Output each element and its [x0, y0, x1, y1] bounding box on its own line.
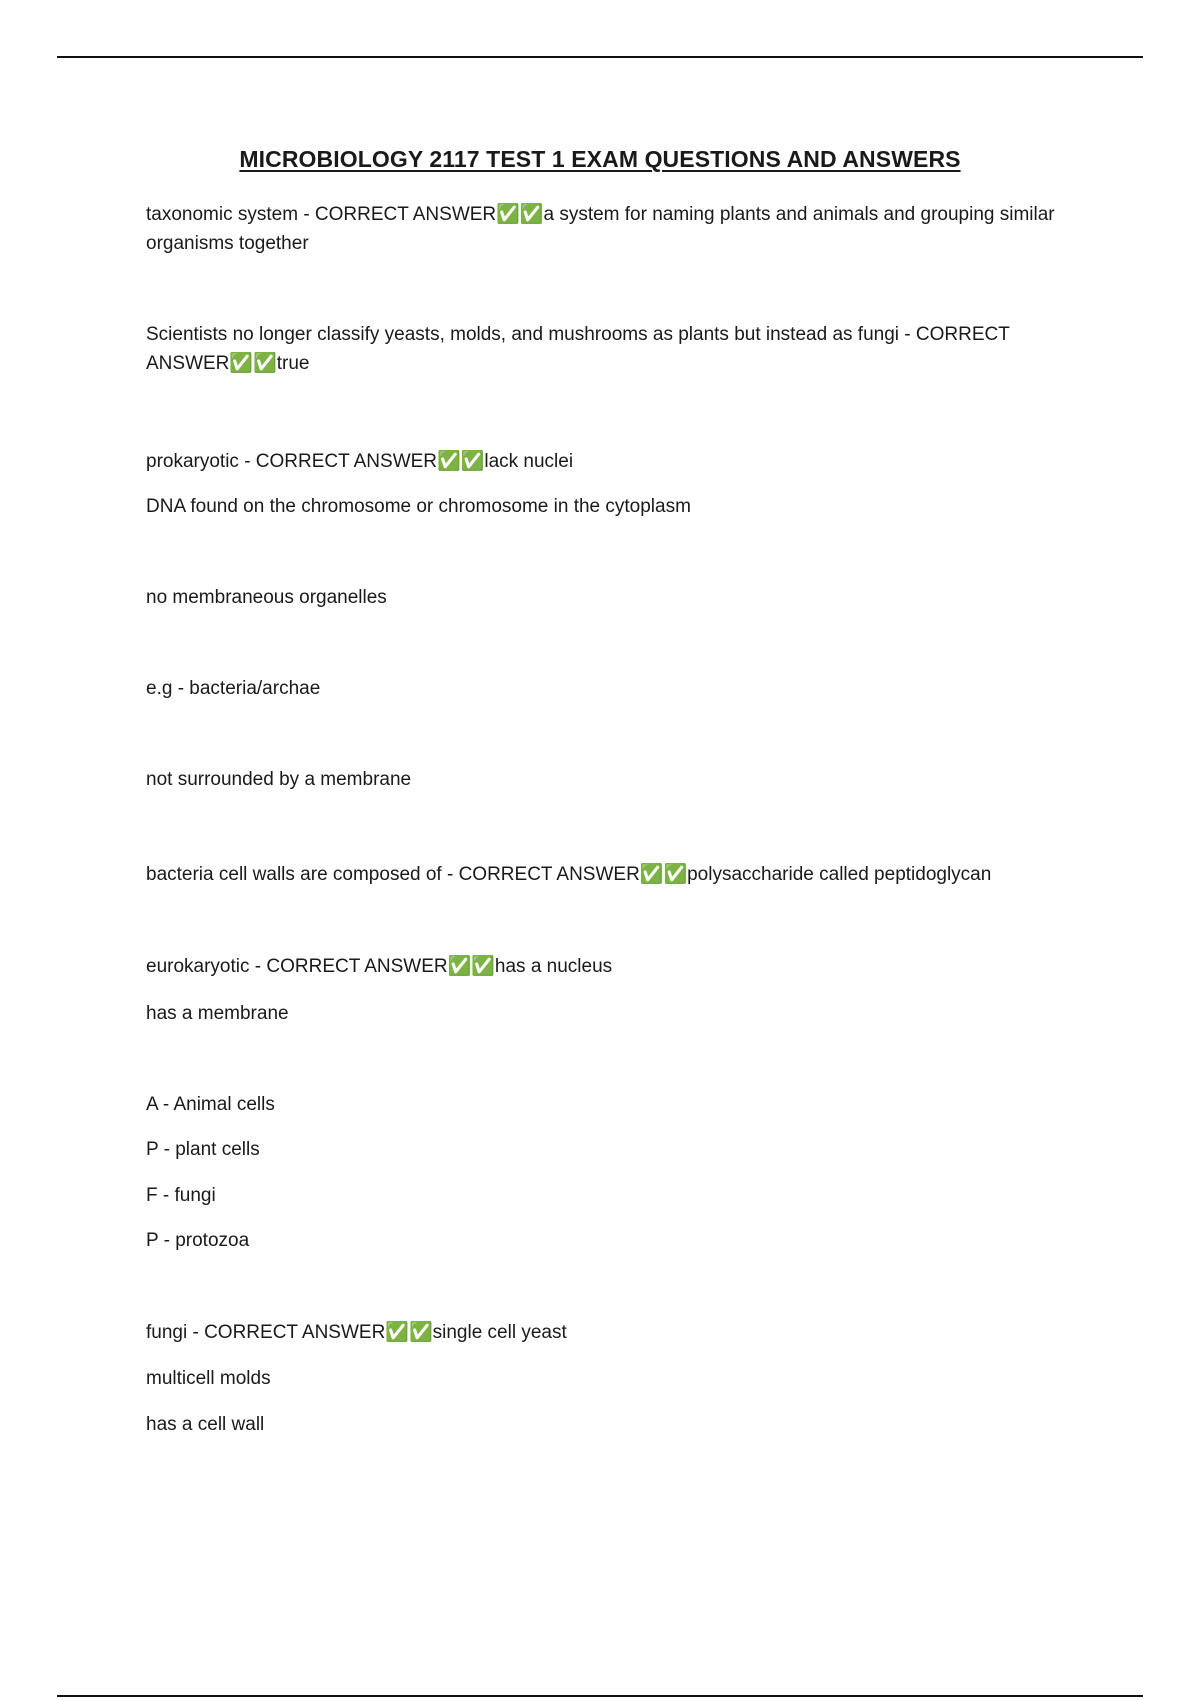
answer-line-dna: DNA found on the chromosome or chromosome in the cytoplasm: [146, 496, 691, 517]
list-item-fungi: F - fungi: [146, 1185, 216, 1206]
answer-line-example: e.g - bacteria/archae: [146, 678, 321, 699]
qa-cell-walls: bacteria cell walls are composed of - CORRECT ANSWER✅✅polysaccharide called peptidoglycan: [146, 864, 992, 885]
qa-taxonomic-system: taxonomic system - CORRECT ANSWER✅✅a system for naming plants and animals and grouping similar organisms together: [146, 204, 1055, 254]
answer-line-molds: multicell molds: [146, 1368, 271, 1389]
list-item-plant: P - plant cells: [146, 1139, 260, 1160]
qa-fungi: fungi - CORRECT ANSWER✅✅single cell yeast: [146, 1322, 567, 1343]
qa-fungi-classification: Scientists no longer classify yeasts, molds, and mushrooms as plants but instead as fungi - CORRECT ANSWER✅✅true: [146, 324, 1010, 374]
qa-eurokaryotic: eurokaryotic - CORRECT ANSWER✅✅has a nucleus: [146, 956, 613, 977]
list-item-animal: A - Animal cells: [146, 1094, 275, 1115]
answer-line-cell-wall: has a cell wall: [146, 1414, 265, 1435]
top-rule: [57, 56, 1143, 58]
answer-line-not-surrounded: not surrounded by a membrane: [146, 769, 412, 790]
answer-line-organelles: no membraneous organelles: [146, 587, 387, 608]
page-title: MICROBIOLOGY 2117 TEST 1 EXAM QUESTIONS AND ANSWERS: [239, 146, 961, 172]
qa-prokaryotic: prokaryotic - CORRECT ANSWER✅✅lack nuclei: [146, 451, 574, 472]
bottom-rule: [57, 1695, 1143, 1697]
answer-line-membrane: has a membrane: [146, 1003, 289, 1024]
list-item-protozoa: P - protozoa: [146, 1230, 250, 1251]
